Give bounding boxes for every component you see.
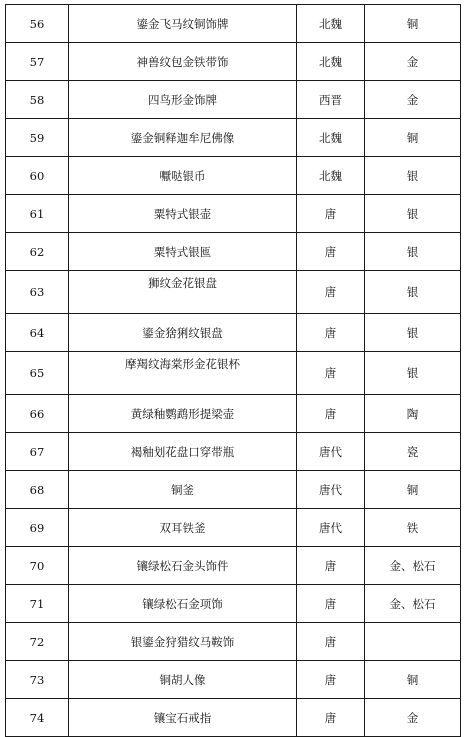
artifact-table (5, 4, 461, 737)
item-number-cell: 68 (6, 471, 69, 509)
item-era-cell: 唐 (297, 699, 365, 737)
item-name-cell: 镶绿松石金项饰 (69, 585, 297, 623)
item-number-cell: 66 (6, 395, 69, 433)
item-name-cell: 狮纹金花银盘 (69, 271, 297, 314)
item-era-cell: 北魏 (297, 5, 365, 43)
table-row (6, 195, 461, 233)
item-name-cell: 粟特式银壶 (69, 195, 297, 233)
item-number-cell: 67 (6, 433, 69, 471)
item-number-cell: 74 (6, 699, 69, 737)
item-material-cell: 银 (365, 195, 461, 233)
item-era-cell: 唐 (297, 233, 365, 271)
item-material-cell: 铜 (365, 5, 461, 43)
item-era-cell: 唐代 (297, 471, 365, 509)
table-row (6, 623, 461, 661)
item-material-cell: 陶 (365, 395, 461, 433)
item-number-cell: 61 (6, 195, 69, 233)
table-row (6, 157, 461, 195)
table-row (6, 271, 461, 314)
item-era-cell: 唐 (297, 195, 365, 233)
item-number-cell: 58 (6, 81, 69, 119)
item-material-cell: 铜 (365, 119, 461, 157)
item-material-cell: 铁 (365, 509, 461, 547)
item-number-cell: 64 (6, 314, 69, 352)
item-material-cell: 银 (365, 271, 461, 314)
item-name-cell: 鎏金飞马纹铜饰牌 (69, 5, 297, 43)
item-era-cell: 唐 (297, 623, 365, 661)
artifact-table-body (6, 5, 461, 737)
item-material-cell: 银 (365, 233, 461, 271)
item-era-cell: 唐 (297, 585, 365, 623)
item-material-cell: 铜 (365, 661, 461, 699)
item-name-cell: 嚈哒银币 (69, 157, 297, 195)
item-material-cell: 银 (365, 314, 461, 352)
item-material-cell: 金、松石 (365, 547, 461, 585)
table-row (6, 547, 461, 585)
item-number-cell: 72 (6, 623, 69, 661)
table-row (6, 5, 461, 43)
item-name-cell: 铜胡人像 (69, 661, 297, 699)
item-era-cell: 唐 (297, 352, 365, 395)
item-name-cell: 摩羯纹海棠形金花银杯 (69, 352, 297, 395)
item-era-cell: 唐 (297, 314, 365, 352)
item-name-cell: 黄绿釉鹦鹉形提梁壶 (69, 395, 297, 433)
table-row (6, 352, 461, 395)
item-number-cell: 63 (6, 271, 69, 314)
item-number-cell: 73 (6, 661, 69, 699)
item-name-cell: 粟特式银匜 (69, 233, 297, 271)
item-name-cell: 镶宝石戒指 (69, 699, 297, 737)
item-era-cell: 北魏 (297, 119, 365, 157)
table-row (6, 661, 461, 699)
table-row (6, 699, 461, 737)
item-name-cell: 四鸟形金饰牌 (69, 81, 297, 119)
item-material-cell: 瓷 (365, 433, 461, 471)
item-number-cell: 56 (6, 5, 69, 43)
item-material-cell: 金 (365, 81, 461, 119)
item-era-cell: 北魏 (297, 43, 365, 81)
table-row (6, 471, 461, 509)
item-material-cell (365, 623, 461, 661)
item-era-cell: 唐代 (297, 433, 365, 471)
item-number-cell: 69 (6, 509, 69, 547)
item-material-cell: 银 (365, 352, 461, 395)
item-era-cell: 西晋 (297, 81, 365, 119)
item-material-cell: 金 (365, 699, 461, 737)
item-name-cell: 鎏金铜释迦牟尼佛像 (69, 119, 297, 157)
item-material-cell: 银 (365, 157, 461, 195)
item-name-cell: 鎏金猞猁纹银盘 (69, 314, 297, 352)
item-number-cell: 71 (6, 585, 69, 623)
item-name-cell: 镶绿松石金头饰件 (69, 547, 297, 585)
item-number-cell: 70 (6, 547, 69, 585)
item-era-cell: 唐 (297, 547, 365, 585)
item-era-cell: 北魏 (297, 157, 365, 195)
item-number-cell: 57 (6, 43, 69, 81)
item-name-cell: 神兽纹包金铁带饰 (69, 43, 297, 81)
item-number-cell: 60 (6, 157, 69, 195)
table-row (6, 233, 461, 271)
item-name-cell: 铜釜 (69, 471, 297, 509)
table-row (6, 433, 461, 471)
item-era-cell: 唐代 (297, 509, 365, 547)
table-row (6, 314, 461, 352)
item-name-cell: 双耳铁釜 (69, 509, 297, 547)
item-era-cell: 唐 (297, 395, 365, 433)
table-row (6, 395, 461, 433)
item-number-cell: 65 (6, 352, 69, 395)
item-number-cell: 59 (6, 119, 69, 157)
table-row (6, 43, 461, 81)
item-number-cell: 62 (6, 233, 69, 271)
table-row (6, 81, 461, 119)
item-material-cell: 铜 (365, 471, 461, 509)
table-row (6, 119, 461, 157)
item-material-cell: 金、松石 (365, 585, 461, 623)
item-name-cell: 褐釉划花盘口穿带瓶 (69, 433, 297, 471)
item-era-cell: 唐 (297, 271, 365, 314)
item-name-cell: 银鎏金狩猎纹马鞍饰 (69, 623, 297, 661)
item-material-cell: 金 (365, 43, 461, 81)
table-row (6, 585, 461, 623)
table-row (6, 509, 461, 547)
item-era-cell: 唐 (297, 661, 365, 699)
